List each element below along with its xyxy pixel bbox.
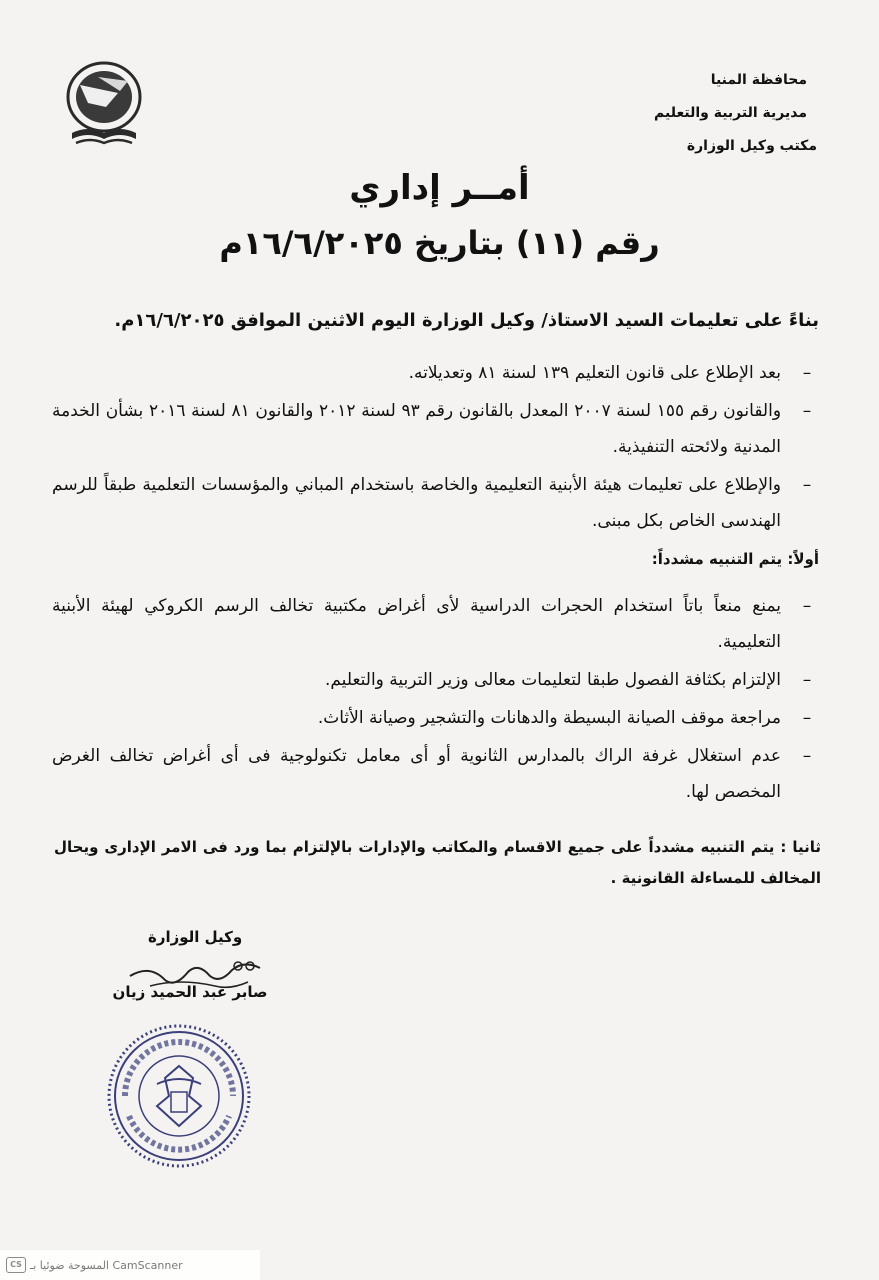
camscanner-logo-icon: CS — [6, 1257, 26, 1273]
list-item — [52, 393, 819, 465]
signatory-name: صابر عبد الحميد زيان — [112, 983, 268, 1001]
list-item-text: الإلتزام بكثافة الفصول طبقا لتعليمات معالى وزير التربية والتعليم. — [324, 670, 781, 690]
dash-bullet-icon: – — [802, 596, 812, 616]
second-section-text: يتم التنبيه مشدداً على جميع الاقسام والمكاتب والإدارات بالإلتزام بما ورد فى الامر الإدارى ويحال المخالف للمساءلة القانونية . — [54, 838, 821, 887]
dash-bullet-icon: – — [802, 475, 812, 495]
list-item-text: مراجعة موقف الصيانة البسيطة والدهانات والتشجير وصيانة الأثاث. — [317, 708, 781, 728]
preamble: بناءً على تعليمات السيد الاستاذ/ وكيل الوزارة اليوم الاثنين الموافق ١٦/٦/٢٠٢٥م. — [114, 310, 819, 331]
governorate-label: محافظة المنيا — [710, 72, 807, 88]
list-item — [52, 355, 819, 391]
first-section-heading: أولاً: يتم التنبيه مشدداً: — [651, 550, 819, 568]
list-item-text: بعد الإطلاع على قانون التعليم ١٣٩ لسنة ٨١ وتعديلاته. — [408, 363, 781, 383]
official-stamp-icon — [105, 1022, 253, 1170]
list-item-text: والإطلاع على تعليمات هيئة الأبنية التعليمية والخاصة باستخدام المباني والمؤسسات التعلمية طبقاً للرسم الهندسى الخاص بكل مبنى. — [52, 475, 781, 531]
list-item — [52, 467, 819, 539]
second-section — [54, 832, 821, 894]
document-number-date: رقم (١١) بتاريخ ١٦/٦/٢٠٢٥م — [219, 224, 660, 262]
scanner-watermark — [0, 1250, 260, 1280]
first-section-list — [52, 588, 819, 812]
list-item — [52, 700, 819, 736]
list-item-text: يمنع منعاً باتاً استخدام الحجرات الدراسية لأى أغراض مكتبية تخالف الرسم الكروكي لهيئة الأبنية التعليمية. — [52, 596, 781, 652]
dash-bullet-icon: – — [802, 746, 812, 766]
list-item — [52, 738, 819, 810]
dash-bullet-icon: – — [802, 670, 812, 690]
document-title: أمــر إداري — [349, 168, 530, 208]
dash-bullet-icon: – — [802, 363, 812, 383]
dash-bullet-icon: – — [802, 708, 812, 728]
considerations-list — [52, 355, 819, 541]
letterhead — [507, 64, 817, 163]
signatory-title: وكيل الوزارة — [148, 928, 243, 946]
dash-bullet-icon: – — [802, 401, 812, 421]
list-item — [52, 588, 819, 660]
directorate-label: مديرية التربية والتعليم — [654, 105, 807, 121]
second-section-label: ثانيا : — [780, 838, 822, 856]
office-label: مكتب وكيل الوزارة — [686, 138, 817, 154]
scanner-watermark-text: المسوحة ضوئيا بـ CamScanner — [30, 1258, 183, 1272]
list-item-text: عدم استغلال غرفة الراك بالمدارس الثانوية أو أى معامل تكنولوجية فى أى أغراض تخالف الغرض المخصص لها. — [52, 746, 781, 802]
ministry-logo-icon — [58, 55, 150, 155]
list-item-text: والقانون رقم ١٥٥ لسنة ٢٠٠٧ المعدل بالقانون رقم ٩٣ لسنة ٢٠١٢ والقانون ٨١ لسنة ٢٠١٦ بشأن الخدمة المدنية ولائحته التنفيذية. — [52, 401, 782, 457]
list-item — [52, 662, 819, 698]
